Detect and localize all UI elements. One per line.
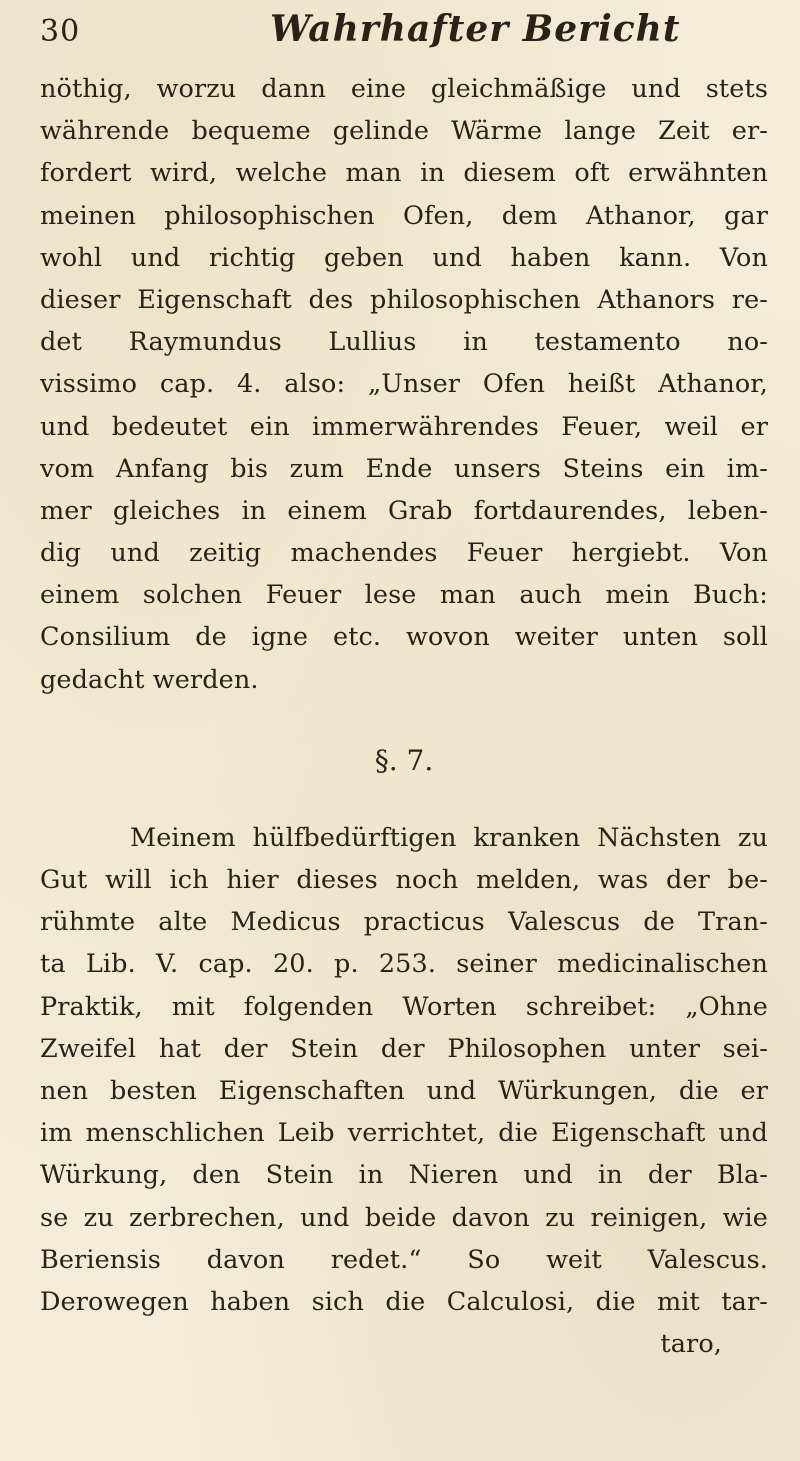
page-header — [40, 8, 770, 58]
page-number: 30 — [40, 14, 81, 49]
text-line: fordert wird, welche man in diesem oft erwähnten — [40, 158, 768, 189]
text-line: Praktik, mit folgenden Worten schreibet: „Ohne — [40, 991, 768, 1022]
text-line: vom Anfang bis zum Ende unsers Steins ein im- — [40, 453, 768, 484]
section-heading: §. 7. — [374, 743, 434, 777]
text-line: wohl und richtig geben und haben kann. Von — [40, 242, 768, 273]
text-line: vissimo cap. 4. also: „Unser Ofen heißt Athanor, — [40, 369, 768, 400]
text-line: Consilium de igne etc. wovon weiter unten soll — [40, 622, 768, 653]
text-line: ta Lib. V. cap. 20. p. 253. seiner medicinalischen — [40, 949, 768, 980]
text-line: nöthig, worzu dann eine gleichmäßige und stets — [40, 74, 768, 104]
text-line: Gut will ich hier dieses noch melden, was der be- — [40, 865, 768, 895]
text-line: dig und zeitig machendes Feuer hergiebt. Von — [40, 538, 768, 569]
catchword: taro, — [660, 1329, 722, 1360]
paragraph-2 — [40, 817, 768, 1365]
text-line: einem solchen Feuer lese man auch mein Buch: — [40, 580, 768, 611]
text-line: det Raymundus Lullius in testamento no- — [40, 327, 768, 358]
text-line: und bedeutet ein immerwährendes Feuer, weil er — [40, 411, 768, 442]
text-line: gedacht werden. — [40, 664, 259, 695]
text-line: se zu zerbrechen, und beide davon zu reinigen, wie — [40, 1202, 768, 1233]
running-title: Wahrhafter Bericht — [270, 8, 681, 50]
text-line: währende bequeme gelinde Wärme lange Zeit er- — [40, 116, 768, 147]
text-line: Beriensis davon redet.“ So weit Valescus. — [40, 1244, 768, 1275]
text-line: Zweifel hat der Stein der Philosophen unter sei- — [40, 1033, 768, 1064]
paragraph-1 — [40, 68, 768, 701]
text-line: meinen philosophischen Ofen, dem Athanor, gar — [40, 200, 768, 231]
text-line: Würkung, den Stein in Nieren und in der Bla- — [40, 1160, 768, 1191]
text-line: mer gleiches in einem Grab fortdaurendes, leben- — [40, 495, 768, 526]
text-line: Derowegen haben sich die Calculosi, die mit tar- — [40, 1286, 768, 1317]
text-line: rühmte alte Medicus practicus Valescus de Tran- — [40, 907, 768, 938]
text-line: nen besten Eigenschaften und Würkungen, die er — [40, 1075, 768, 1106]
body-text — [40, 68, 768, 1365]
text-line: im menschlichen Leib verrichtet, die Eigenschaft und — [40, 1118, 768, 1149]
text-line: Meinem hülfbedürftigen kranken Nächsten zu — [130, 822, 768, 853]
text-line: dieser Eigenschaft des philosophischen Athanors re- — [40, 284, 768, 315]
